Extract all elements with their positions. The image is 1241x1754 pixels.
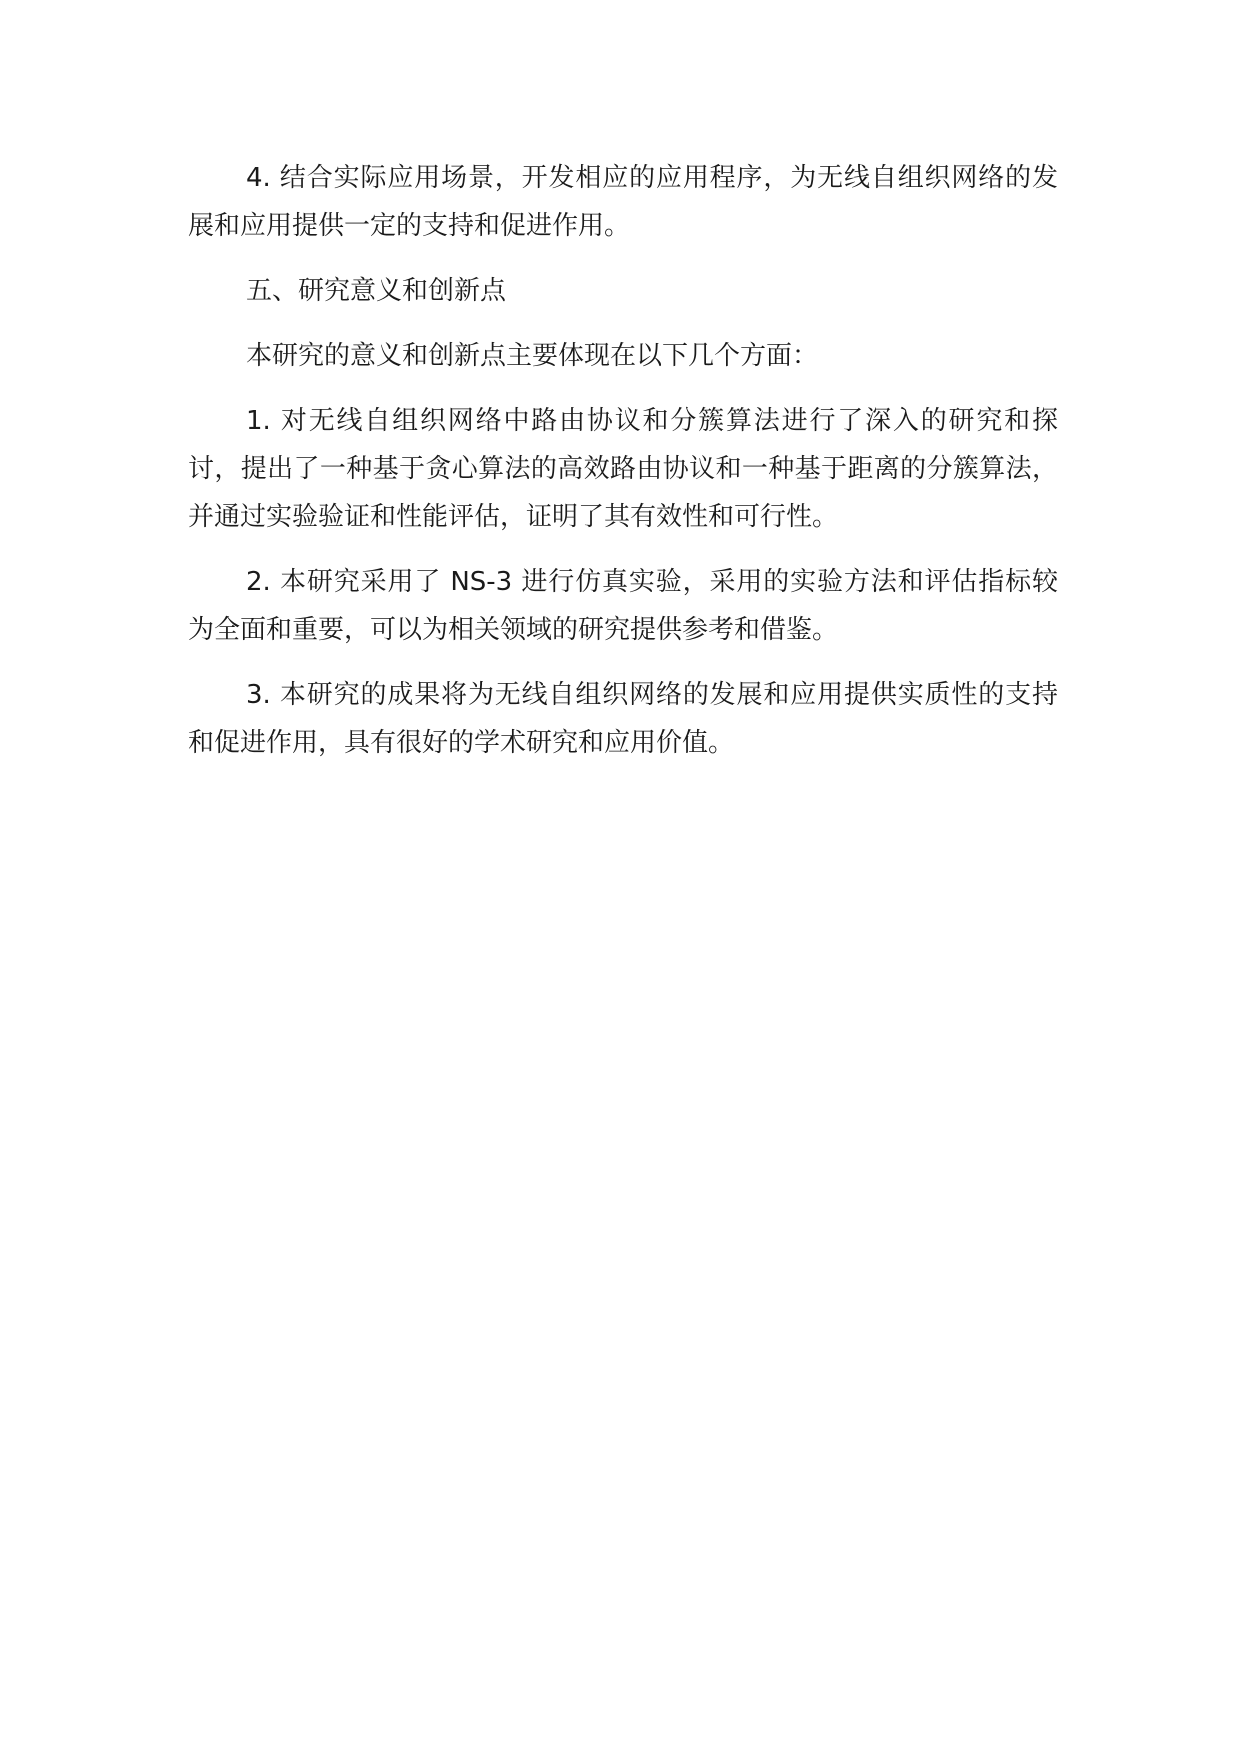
- section-heading-significance: 五、研究意义和创新点: [246, 276, 507, 306]
- paragraph-intro: 本研究的意义和创新点主要体现在以下几个方面：: [246, 341, 819, 371]
- paragraph-point-1: 1. 对无线自组织网络中路由协议和分簇算法进行了深入的研究和探讨，提出了一种基于贪心算法的高效路由协议和一种基于距离的分簇算法，并通过实验验证和性能评估，证明了其有效性和可行性。: [188, 406, 1058, 532]
- document-body: [188, 154, 1058, 784]
- paragraph-point-2: 2. 本研究采用了 NS-3 进行仿真实验，采用的实验方法和评估指标较为全面和重要，可以为相关领域的研究提供参考和借鉴。: [188, 567, 1058, 645]
- paragraph-point-3: 3. 本研究的成果将为无线自组织网络的发展和应用提供实质性的支持和促进作用，具有很好的学术研究和应用价值。: [188, 680, 1058, 758]
- paragraph-item-4-goal: 4. 结合实际应用场景，开发相应的应用程序，为无线自组织网络的发展和应用提供一定的支持和促进作用。: [188, 163, 1058, 241]
